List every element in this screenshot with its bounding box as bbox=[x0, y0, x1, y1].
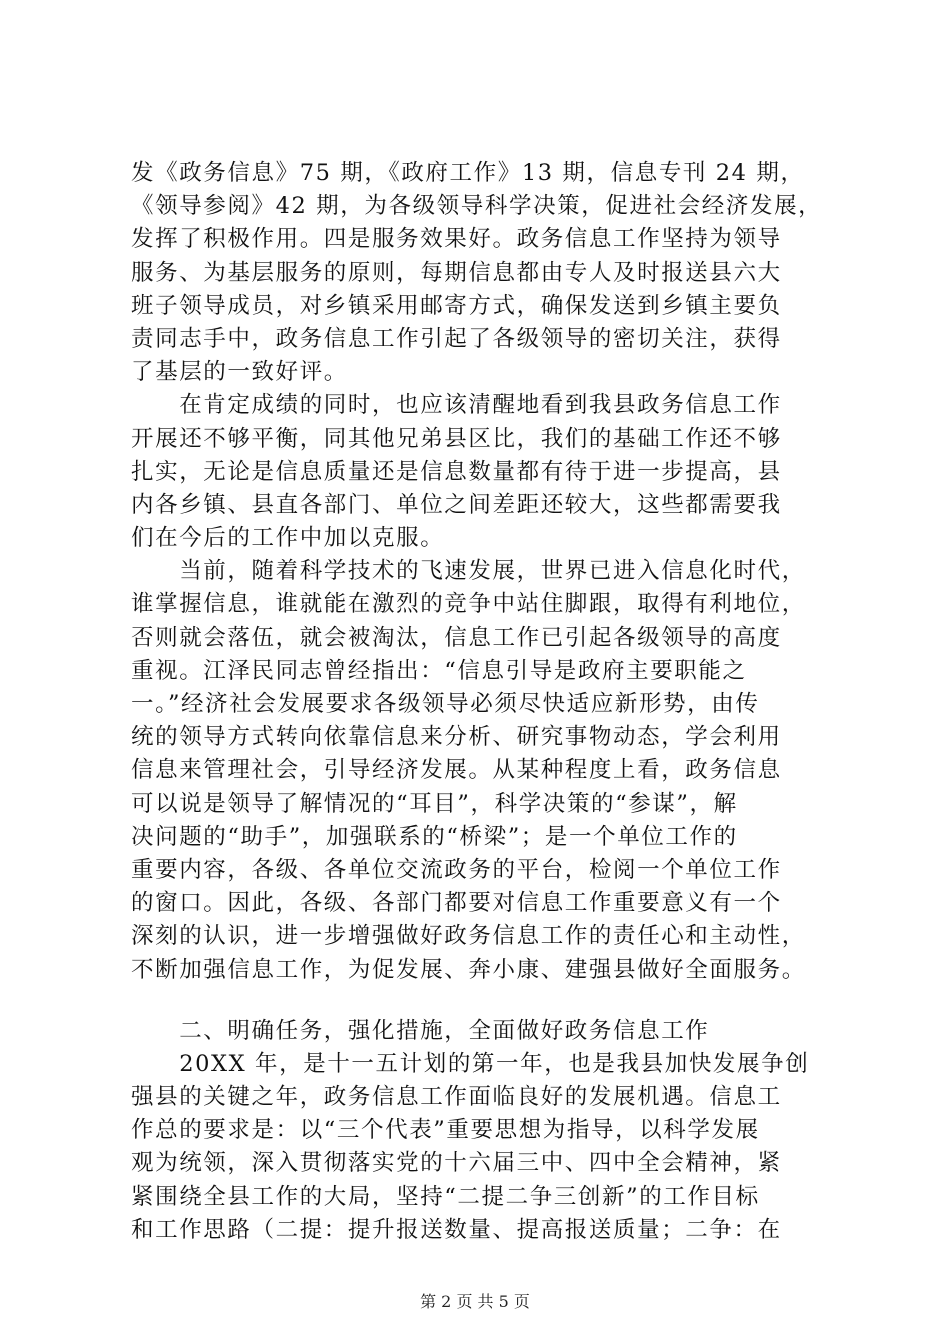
text-line: 可以说是领导了解情况的“耳目”，科学决策的“参谋”，解 bbox=[131, 790, 738, 817]
text-line: 班子领导成员，对乡镇采用邮寄方式，确保发送到乡镇主要负 bbox=[131, 292, 782, 319]
text-line: 一。”经济社会发展要求各级领导必须尽快适应新形势，由传 bbox=[131, 691, 760, 717]
text-line: 重视。江泽民同志曾经指出：“信息引导是政府主要职能之 bbox=[131, 657, 747, 684]
text-line: 内各乡镇、县直各部门、单位之间差距还较大，这些都需要我 bbox=[131, 491, 782, 518]
text-line: 当前，随着科学技术的飞速发展，世界已进入信息化时代， bbox=[131, 558, 806, 585]
page-number: 第 2 页 共 5 页 bbox=[420, 1292, 530, 1311]
text-line: 深刻的认识，进一步增强做好政务信息工作的责任心和主动性， bbox=[131, 923, 806, 950]
text-line: 重要内容，各级、各单位交流政务的平台，检阅一个单位工作 bbox=[131, 856, 782, 883]
text-line: 决问题的“助手”，加强联系的“桥梁”；是一个单位工作的 bbox=[131, 823, 738, 850]
text-line: 扎实，无论是信息质量还是信息数量都有待于进一步提高，县 bbox=[131, 458, 782, 485]
paragraph-gap bbox=[131, 987, 851, 1015]
section-heading: 二、明确任务，强化措施，全面做好政务信息工作 bbox=[131, 1017, 710, 1044]
text-line: 20XX 年，是十一五计划的第一年，也是我县加快发展争创 bbox=[131, 1050, 810, 1077]
text-line: 责同志手中，政务信息工作引起了各级领导的密切关注，获得 bbox=[131, 325, 782, 352]
text-line: 否则就会落伍，就会被淘汰，信息工作已引起各级领导的高度 bbox=[131, 624, 782, 651]
text-line: 了基层的一致好评。 bbox=[131, 359, 348, 386]
text-line: 统的领导方式转向依靠信息来分析、研究事物动态，学会利用 bbox=[131, 724, 782, 751]
text-line: 信息来管理社会，引导经济发展。从某种程度上看，政务信息 bbox=[131, 757, 782, 784]
text-line: 服务、为基层服务的原则，每期信息都由专人及时报送县六大 bbox=[131, 259, 782, 286]
text-line: 强县的关键之年，政务信息工作面临良好的发展机遇。信息工 bbox=[131, 1084, 782, 1111]
text-line: 观为统领，深入贯彻落实党的十六届三中、四中全会精神，紧 bbox=[131, 1150, 782, 1177]
text-line: 发《政务信息》75 期，《政府工作》13 期，信息专刊 24 期， bbox=[131, 160, 805, 186]
text-line: 《领导参阅》42 期，为各级领导科学决策，促进社会经济发展， bbox=[131, 193, 823, 220]
text-line: 们在今后的工作中加以克服。 bbox=[131, 525, 445, 552]
text-line: 在肯定成绩的同时，也应该清醒地看到我县政务信息工作 bbox=[131, 392, 782, 419]
document-body bbox=[131, 157, 851, 1247]
text-line: 发挥了积极作用。四是服务效果好。政务信息工作坚持为领导 bbox=[131, 226, 782, 253]
text-line: 不断加强信息工作，为促发展、奔小康、建强县做好全面服务。 bbox=[131, 956, 806, 983]
text-line: 和工作思路（二提：提升报送数量、提高报送质量；二争：在 bbox=[131, 1216, 782, 1243]
text-line: 谁掌握信息，谁就能在激烈的竞争中站住脚跟，取得有利地位， bbox=[131, 591, 806, 618]
text-line: 的窗口。因此，各级、各部门都要对信息工作重要意义有一个 bbox=[131, 890, 782, 917]
text-line: 作总的要求是：以“三个代表”重要思想为指导，以科学发展 bbox=[131, 1117, 760, 1144]
text-line: 紧围绕全县工作的大局，坚持“二提二争三创新”的工作目标 bbox=[131, 1183, 760, 1210]
text-line: 开展还不够平衡，同其他兄弟县区比，我们的基础工作还不够 bbox=[131, 425, 782, 452]
